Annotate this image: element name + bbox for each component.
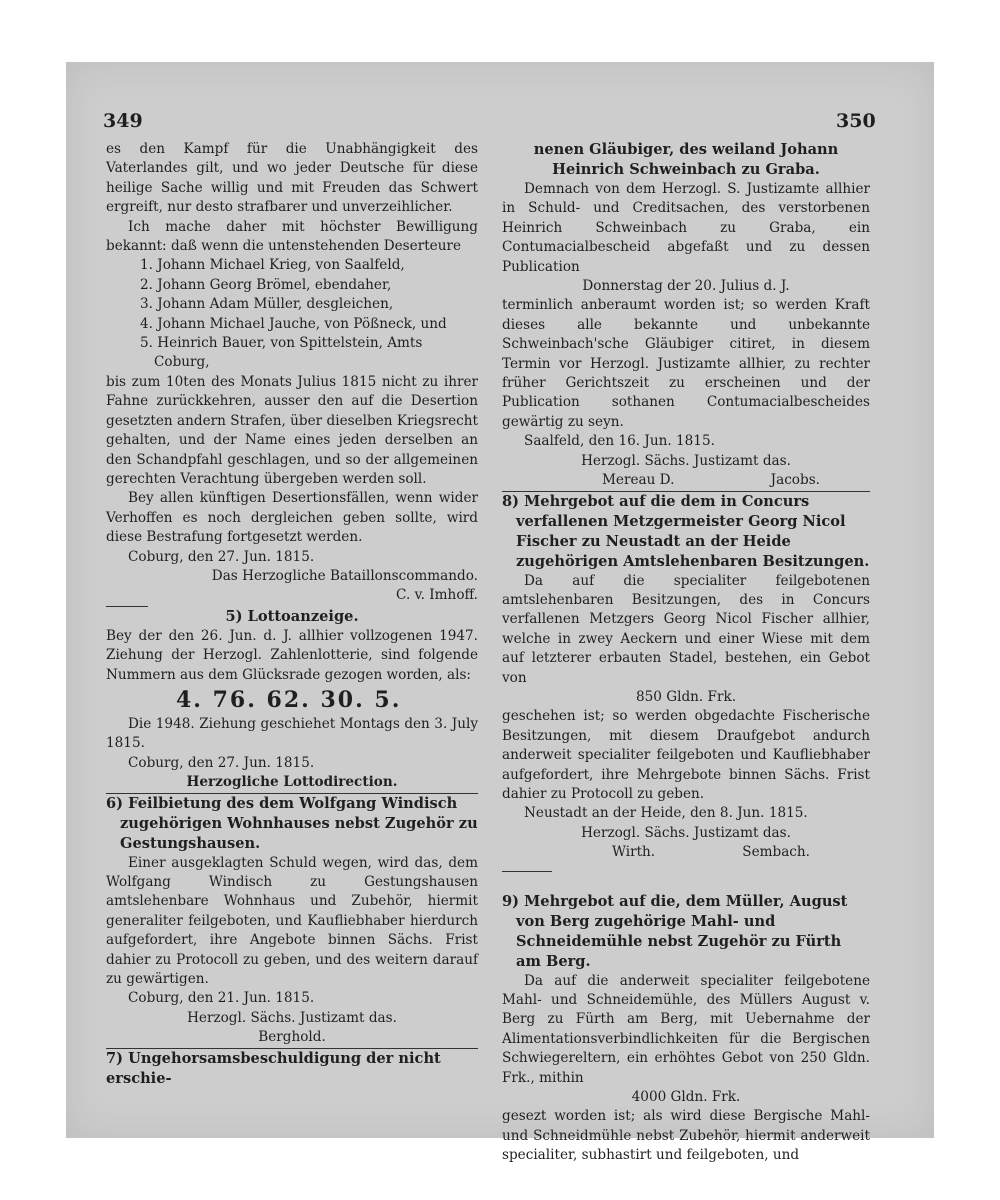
page-number-right: 350 xyxy=(836,110,876,132)
section-8-body-2: geschehen ist; so werden obgedachte Fischerische Besitzungen, mit diesem Draufgebot andurch anderweit specialiter feilgeboten und Kaufliebhaber aufgefordert, ihre Mehrgebote binnen Sächs. Frist dahier zu Protocoll zu geben. xyxy=(502,708,870,802)
deserter-item: 5. Heinrich Bauer, von Spittelstein, Amts Coburg, xyxy=(140,335,423,371)
lottery-numbers: 4. 76. 62. 30. 5. xyxy=(176,686,402,713)
section-6-body: Einer ausgeklagten Schuld wegen, wird das, dem Wolfgang Windisch zu Gestungshausen amtslehenbare Wohnhaus und Zubehör, hiermit generaliter feilgeboten, und Kaufliebhaber hierdurch aufgefordert, ihre Angebote binnen Sächs. Frist dahier zu Protocoll zu geben, und des weitern darauf zu gewärtigen. xyxy=(106,854,478,988)
intro-paragraph: es den Kampf für die Unabhängigkeit des Vaterlandes gilt, und wo jeder Deutsche für diese heilige Sache willig und mit Freuden das Schwert ergreift, nur desto strafbarer und unverzeihlicher. xyxy=(106,141,478,216)
section-5-authority: Herzogliche Lottodirection. xyxy=(186,774,398,791)
section-9-body-2: gesezt worden ist; als wird diese Bergische Mahl- und Schneidmühle nebst Zubehör, hiermit anderweit specialiter, subhastirt und feilgeboten, und xyxy=(502,1108,870,1164)
section-7-title: 7) Ungehorsamsbeschuldigung der nicht erschie- xyxy=(106,1049,441,1087)
section-8-signatures xyxy=(502,843,870,862)
right-column xyxy=(502,140,870,1166)
section-9-amount: 4000 Gldn. Frk. xyxy=(631,1089,741,1106)
decree-paragraph: Ich mache daher mit höchster Bewilligung bekannt: daß wenn die untenstehenden Deserteure xyxy=(106,218,478,255)
section-7-signatures xyxy=(502,471,870,490)
section-7-signer-2: Jacobs. xyxy=(770,472,820,489)
page-number-left: 349 xyxy=(103,110,143,132)
section-8-amount: 850 Gldn. Frk. xyxy=(635,688,737,705)
section-7-place-date: Saalfeld, den 16. Jun. 1815. xyxy=(524,433,715,450)
signer: C. v. Imhoff. xyxy=(396,587,478,604)
consequence-paragraph: bis zum 10ten des Monats Julius 1815 nicht zu ihrer Fahne zurückkehren, ausser den auf die Desertion gesetzten andern Strafen, über dieselben Kriegsrecht gehalten, und der Name eines jeden derselben an den Schandpfahl geschlagen, und so der allgemeinen gerechten Verachtung übergeben werden soll. xyxy=(106,373,478,487)
section-7-signer-1: Mereau D. xyxy=(602,472,675,489)
section-8-body-1: Da auf die specialiter feilgebotenen amtslehenbaren Besitzungen, des in Concurs verfallenen Metzgers Georg Nicol Fischer allhier, welche in zwey Aeckern und einer Wiese mit dem auf letzterer erbauten Stadel, bestehen, ein Gebot von xyxy=(502,572,870,686)
section-5-place-date: Coburg, den 27. Jun. 1815. xyxy=(128,754,315,771)
section-8-signer-2: Sembach. xyxy=(742,844,810,861)
section-7-body-1: Demnach von dem Herzogl. S. Justizamte allhier in Schuld- und Creditsachen, des verstorbenen Heinrich Schweinbach zu Graba, ein Contumacialbescheid abgefaßt und zu dessen Publication xyxy=(502,181,870,275)
section-6-signer: Berghold. xyxy=(258,1029,326,1046)
section-7-body-2: terminlich anberaumt worden ist; so werden Kraft dieses alle bekannte und unbekannte Schweinbach'sche Gläubiger citiret, in diesem Termin vor Herzogl. Justizamte allhier, zu rechter früher Gerichtszeit zu erscheinen und der Publication sothanen Contumacialbescheides gewärtig zu seyn. xyxy=(502,297,870,430)
section-6-title: 6) Feilbietung des dem Wolfgang Windisch zugehörigen Wohnhauses nebst Zugehör zu Gestungshausen. xyxy=(106,794,478,852)
section-9-title: 9) Mehrgebot auf die, dem Müller, August von Berg zugehörige Mahl- und Schneidemühle nebst Zugehör zu Fürth am Berg. xyxy=(502,892,848,970)
section-7-authority: Herzogl. Sächs. Justizamt das. xyxy=(581,452,791,469)
section-8-title: 8) Mehrgebot auf die dem in Concurs verfallenen Metzgermeister Georg Nicol Fischer zu Neustadt an der Heide zugehörigen Amtslehenbaren Besitzungen. xyxy=(502,492,870,570)
section-9-body-1: Da auf die anderweit specialiter feilgebotene Mahl- und Schneidemühle, des Müllers August v. Berg zu Fürth am Berg, mit Uebernahme der Alimentationsverbindlichkeiten für die Bergischen Schwiegereltern, ein erhöhtes Gebot von 250 Gldn. Frk., mithin xyxy=(502,972,870,1086)
deserter-item: 1. Johann Michael Krieg, von Saalfeld, xyxy=(140,257,405,274)
section-7-title-continued: nenen Gläubiger, des weiland Johann Heinrich Schweinbach zu Graba. xyxy=(533,141,839,178)
section-5-body: Bey der den 26. Jun. d. J. allhier vollzogenen 1947. Ziehung der Herzogl. Zahlenlotterie, sind folgende Nummern aus dem Glücksrade gezogen worden, als: xyxy=(106,627,478,683)
future-paragraph: Bey allen künftigen Desertionsfällen, wenn wider Verhoffen es noch dergleichen geben sollte, wird diese Bestrafung fortgesetzt werden. xyxy=(106,490,478,546)
section-5-next-draw: Die 1948. Ziehung geschiehet Montags den 3. July 1815. xyxy=(106,715,478,752)
divider xyxy=(502,871,552,872)
section-5-title: 5) Lottoanzeige. xyxy=(225,607,359,625)
place-date: Coburg, den 27. Jun. 1815. xyxy=(128,548,315,565)
authority: Das Herzogliche Bataillonscommando. xyxy=(211,567,478,584)
section-6-place-date: Coburg, den 21. Jun. 1815. xyxy=(128,990,315,1007)
deserter-item: 2. Johann Georg Brömel, ebendaher, xyxy=(140,276,392,293)
section-6-authority: Herzogl. Sächs. Justizamt das. xyxy=(187,1009,397,1026)
section-8-place-date: Neustadt an der Heide, den 8. Jun. 1815. xyxy=(524,805,808,822)
deserter-item: 3. Johann Adam Müller, desgleichen, xyxy=(140,296,394,313)
left-column xyxy=(106,140,478,1089)
section-8-signer-1: Wirth. xyxy=(612,844,656,861)
section-7-date: Donnerstag der 20. Julius d. J. xyxy=(582,278,790,295)
deserter-list xyxy=(106,256,478,372)
section-8-authority: Herzogl. Sächs. Justizamt das. xyxy=(581,824,791,841)
deserter-item: 4. Johann Michael Jauche, von Pößneck, und xyxy=(140,315,447,332)
